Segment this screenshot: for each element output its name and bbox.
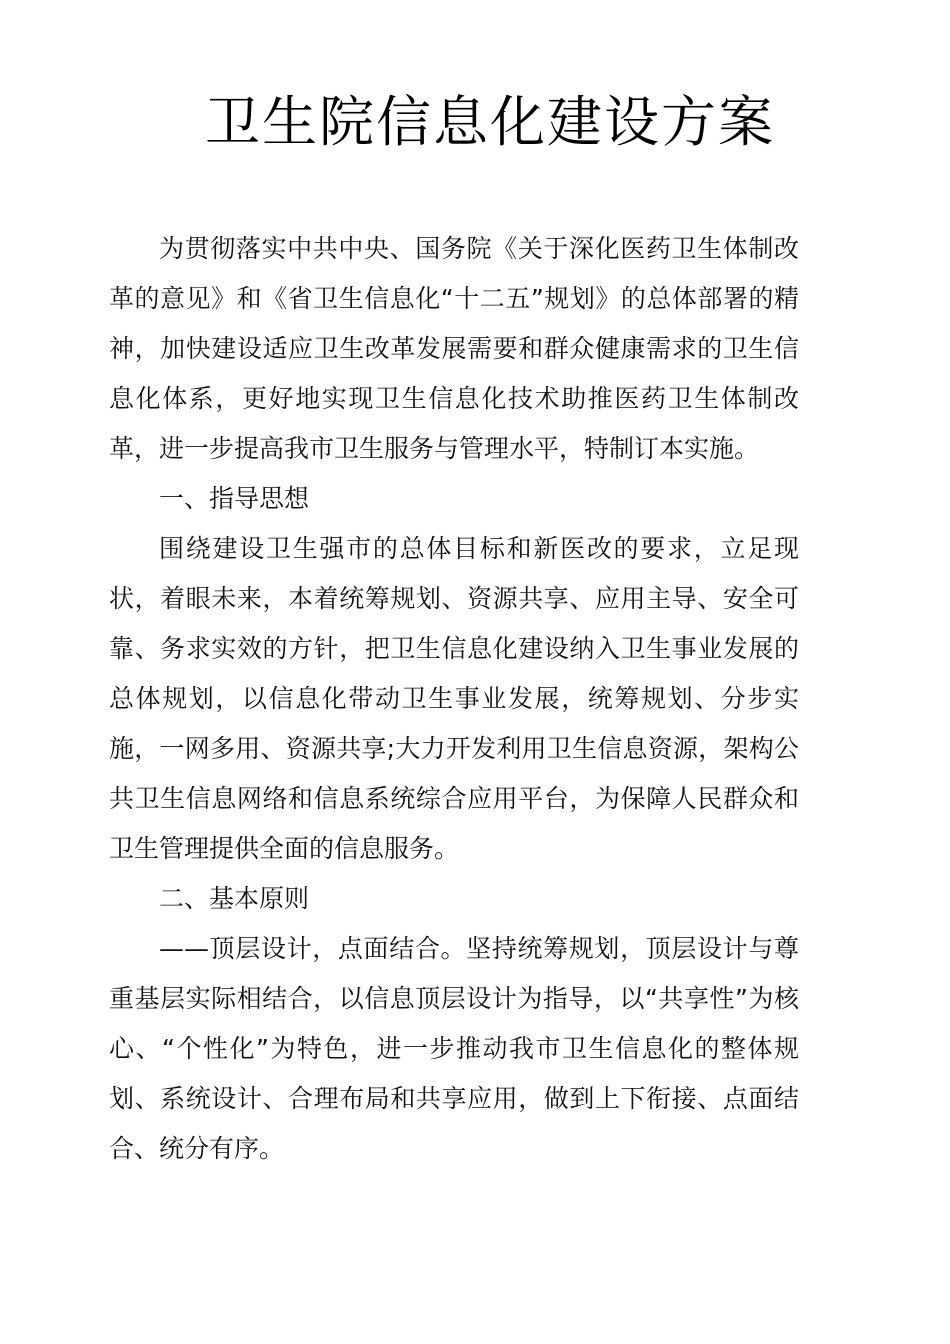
section-heading-basic-principles: 二、基本原则 xyxy=(159,884,310,913)
basic-principles-paragraph: ——顶层设计，点面结合。坚持统筹规划，顶层设计与尊重基层实际相结合，以信息顶层设计为指导，以“共享性”为核心、“个性化”为特色，进一步推动我市卫生信息化的整体规划、系统设计、合理布局和共享应用，做到上下衔接、点面结合、统分有序。 xyxy=(109,934,799,1163)
document-title: 卫生院信息化建设方案 xyxy=(204,90,775,154)
intro-paragraph: 为贯彻落实中共中央、国务院《关于深化医药卫生体制改革的意见》和《省卫生信息化“十二五”规划》的总体部署的精神，加快建设适应卫生改革发展需要和群众健康需求的卫生信息化体系，更好地实现卫生信息化技术助推医药卫生体制改革，进一步提高我市卫生服务与管理水平，特制订本实施。 xyxy=(109,234,799,463)
section-heading-guiding-ideology: 一、指导思想 xyxy=(159,484,310,513)
document-body xyxy=(109,224,799,1174)
guiding-ideology-paragraph: 围绕建设卫生强市的总体目标和新医改的要求，立足现状，着眼未来，本着统筹规划、资源共享、应用主导、安全可靠、务求实效的方针，把卫生信息化建设纳入卫生事业发展的总体规划，以信息化带动卫生事业发展，统筹规划、分步实施，一网多用、资源共享;大力开发利用卫生信息资源，架构公共卫生信息网络和信息系统综合应用平台，为保障人民群众和卫生管理提供全面的信息服务。 xyxy=(109,534,799,863)
